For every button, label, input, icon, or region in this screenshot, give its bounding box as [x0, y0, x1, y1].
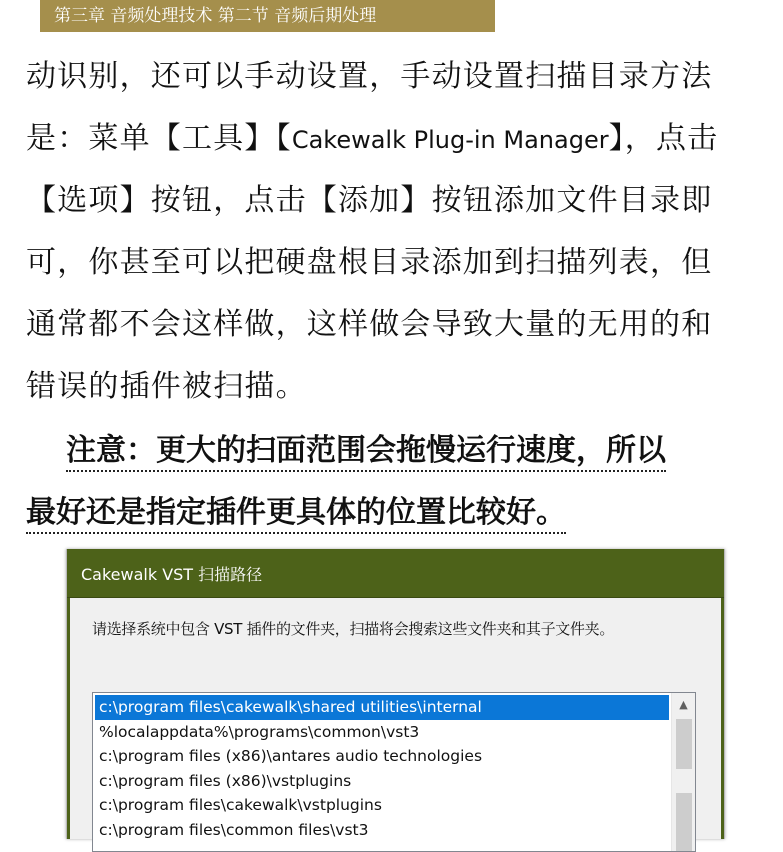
chapter-banner: 第三章 音频处理技术 第二节 音频后期处理	[40, 0, 495, 32]
folder-list-scrollbar[interactable]	[671, 693, 695, 851]
folder-item[interactable]: c:\program files (x86)\antares audio technologies	[99, 747, 483, 765]
scroll-up-icon[interactable]: ▲	[679, 698, 688, 711]
body-text	[26, 46, 758, 418]
folder-listbox[interactable]	[92, 692, 696, 852]
dialog-titlebar[interactable]	[67, 549, 724, 598]
plugin-manager-text: Cakewalk Plug-in Manager	[291, 126, 609, 154]
body-line-2-part-1: 是：菜单【工具】【	[26, 121, 292, 156]
folder-item[interactable]: c:\program files (x86)\vstplugins	[99, 771, 352, 790]
dialog-instruction: 请选择系统中包含 VST 插件的文件夹，扫描将会搜索这些文件夹和其子文件夹。	[92, 620, 615, 638]
vst-scan-path-dialog	[66, 549, 725, 839]
body-line-2	[26, 108, 758, 170]
body-line-5: 通常都不会这样做，这样做会导致大量的无用的和	[26, 307, 713, 342]
folder-items	[95, 695, 669, 842]
body-line-1: 动识别，还可以手动设置，手动设置扫描目录方法	[26, 59, 713, 94]
folder-item[interactable]: c:\program files\cakewalk\vstplugins	[99, 796, 382, 814]
body-line-3: 【选项】按钮，点击【添加】按钮添加文件目录即	[26, 183, 713, 218]
dialog-title: Cakewalk VST 扫描路径	[81, 565, 263, 584]
note-line-2	[26, 482, 766, 544]
folder-item[interactable]: c:\program files\common files\vst3	[99, 820, 369, 839]
scroll-thumb[interactable]	[676, 719, 692, 769]
folder-item[interactable]: %localappdata%\programs\common\vst3	[99, 722, 420, 741]
body-line-2-part-3: 】，点击	[608, 121, 719, 156]
note-block	[26, 420, 766, 544]
body-line-4: 可，你甚至可以把硬盘根目录添加到扫描列表，但	[26, 245, 713, 280]
dialog-body	[67, 598, 724, 839]
folder-item[interactable]: c:\program files\cakewalk\shared utilities\internal	[95, 695, 669, 720]
scroll-track-lower[interactable]	[676, 793, 692, 852]
note-line-1-text: 注意：更大的扫面范围会拖慢运行速度，所以	[66, 433, 666, 472]
note-line-1	[26, 420, 766, 482]
body-line-6: 错误的插件被扫描。	[26, 369, 307, 404]
note-line-2-text: 最好还是指定插件更具体的位置比较好。	[26, 495, 566, 534]
